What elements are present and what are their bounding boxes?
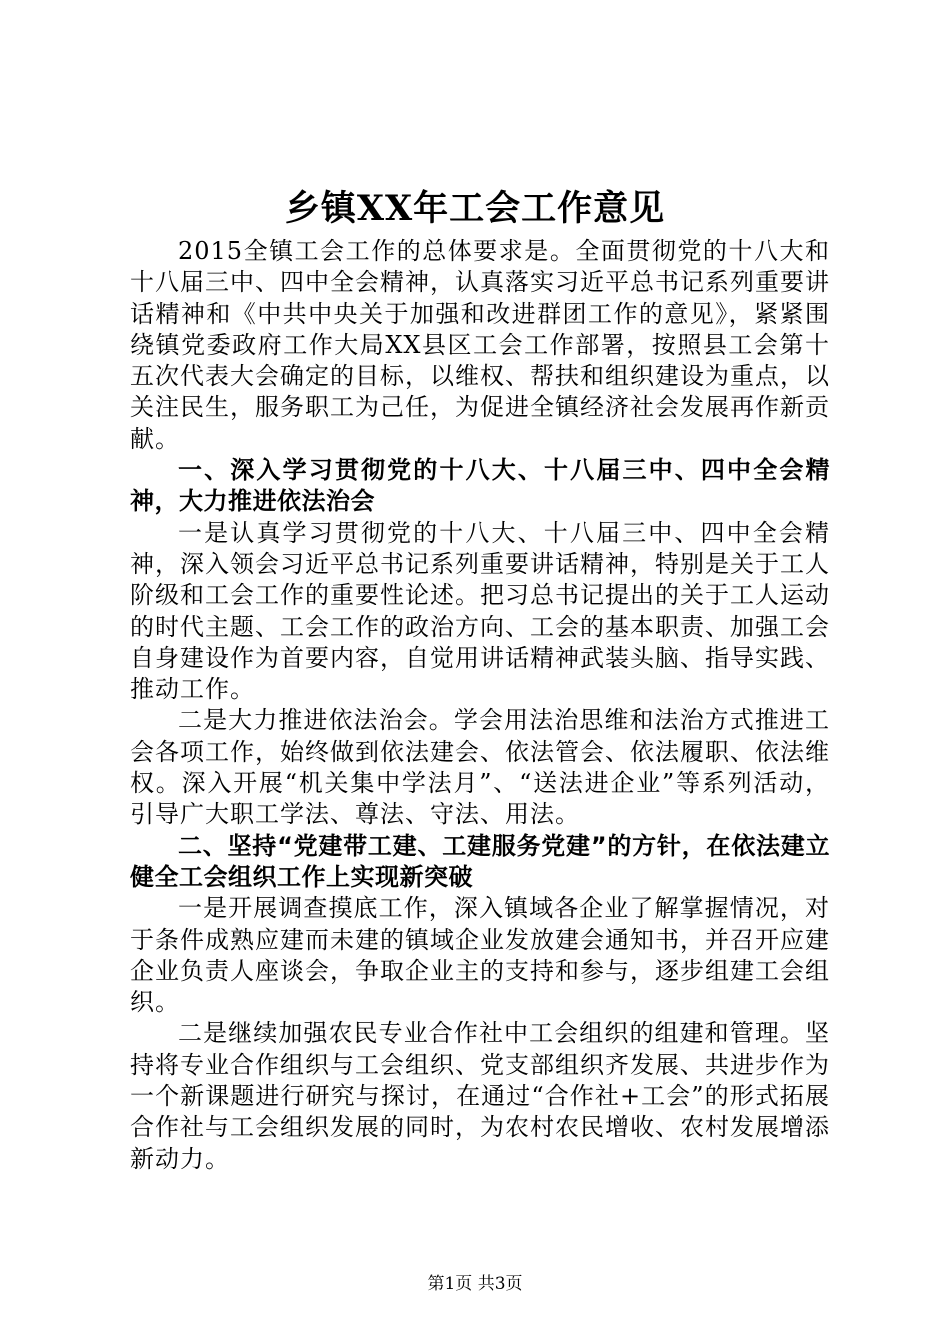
document-body [130, 236, 830, 1175]
intro-paragraph: 2015全镇工会工作的总体要求是。全面贯彻党的十八大和十八届三中、四中全会精神，认真落实习近平总书记系列重要讲话精神和《中共中央关于加强和改进群团工作的意见》，紧紧围绕镇党委政府工作大局XX县区工会工作部署，按照县工会第十五次代表大会确定的目标，以维权、帮扶和组织建设为重点，以关注民生，服务职工为己任，为促进全镇经济社会发展再作新贡献。 [130, 237, 830, 453]
page-footer: 第1页 共3页 [427, 1274, 523, 1294]
section-heading-2: 二、坚持“党建带工建、工建服务党建”的方针，在依法建立健全工会组织工作上实现新突破 [130, 831, 830, 891]
document-title: 乡镇XX年工会工作意见 [284, 188, 666, 229]
section-1-paragraph-2: 二是大力推进依法治会。学会用法治思维和法治方式推进工会各项工作，始终做到依法建会、依法管会、依法履职、依法维权。深入开展“机关集中学法月”、“送法进企业”等系列活动，引导广大职工学法、尊法、守法、用法。 [130, 706, 830, 829]
section-2-paragraph-1: 一是开展调查摸底工作，深入镇域各企业了解掌握情况，对于条件成熟应建而未建的镇域企业发放建会通知书，并召开应建企业负责人座谈会，争取企业主的支持和参与，逐步组建工会组织。 [130, 894, 830, 1017]
section-heading-1: 一、深入学习贯彻党的十八大、十八届三中、四中全会精神，大力推进依法治会 [130, 456, 830, 516]
section-2-paragraph-2: 二是继续加强农民专业合作社中工会组织的组建和管理。坚持将专业合作组织与工会组织、党支部组织齐发展、共进步作为一个新课题进行研究与探讨，在通过“合作社+工会”的形式拓展合作社与工会组织发展的同时，为农村农民增收、农村发展增添新动力。 [130, 1019, 830, 1173]
section-1-paragraph-1: 一是认真学习贯彻党的十八大、十八届三中、四中全会精神，深入领会习近平总书记系列重要讲话精神，特别是关于工人阶级和工会工作的重要性论述。把习总书记提出的关于工人运动的时代主题、工会工作的政治方向、工会的基本职责、加强工会自身建设作为首要内容，自觉用讲话精神武装头脑、指导实践、推动工作。 [130, 518, 830, 704]
